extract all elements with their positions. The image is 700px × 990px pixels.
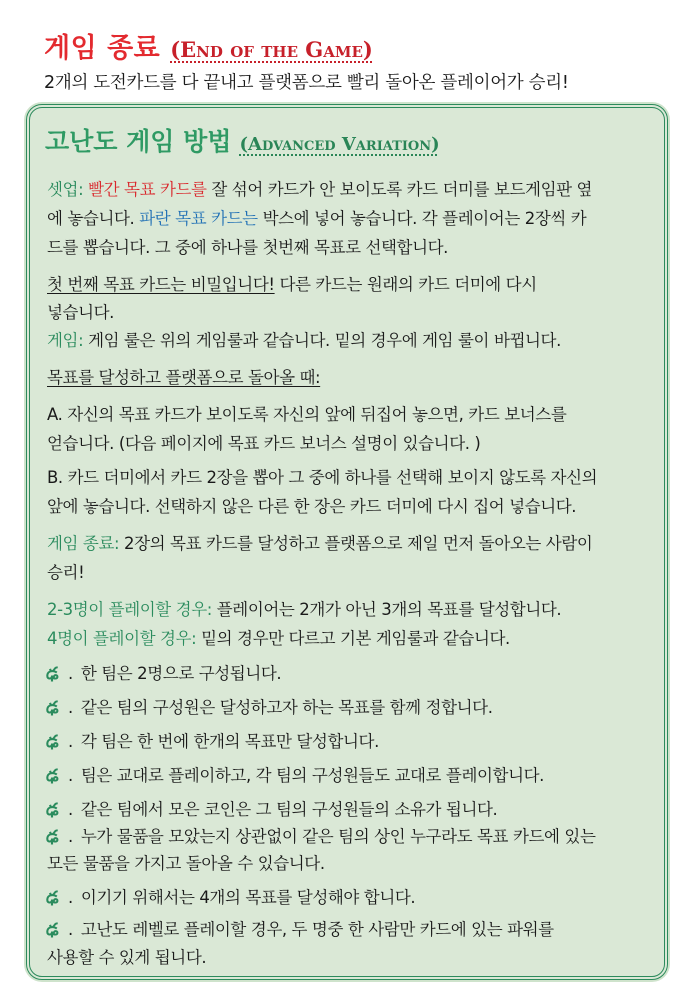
end-rule-label: 게임 종료: bbox=[47, 534, 120, 553]
list-item-text: 한 팀은 2명으로 구성됩니다. bbox=[80, 664, 282, 683]
end-title-ko: 게임 종료 bbox=[44, 33, 161, 64]
end-rule-text-a: 2장의 목표 카드를 달성하고 플랫폼으로 제일 먼저 돌아오는 사람이 bbox=[119, 534, 593, 553]
snake-icon: ఢ bbox=[46, 698, 59, 718]
secret-line-1 bbox=[47, 271, 537, 295]
snake-icon: ఢ bbox=[46, 888, 59, 908]
advanced-title-en: (Advanced Variation) bbox=[239, 134, 440, 155]
setup-label: 셋업: bbox=[47, 180, 84, 199]
secret-card-note: 첫 번째 목표 카드는 비밀입니다! bbox=[47, 275, 275, 294]
list-item-text: 누가 물품을 모았는지 상관없이 같은 팀의 상인 누구라도 목표 카드에 있는 bbox=[80, 827, 596, 846]
snake-icon: ఢ bbox=[46, 732, 59, 752]
list-item-continuation: 모든 물품을 가지고 돌아올 수 있습니다. bbox=[47, 854, 325, 873]
setup-line-1 bbox=[47, 176, 592, 200]
game-label: 게임: bbox=[47, 331, 84, 350]
list-item: ఢ . 이기기 위해서는 4개의 목표를 달성해야 합니다. bbox=[46, 884, 666, 912]
end-rule-text-b: 승리! bbox=[47, 563, 85, 582]
list-item: ఢ . 누가 물품을 모았는지 상관없이 같은 팀의 상인 누구라도 목표 카드에 있는 bbox=[46, 823, 666, 851]
end-title-en: (End of the Game) bbox=[170, 37, 373, 62]
list-item: ఢ . 팀은 교대로 플레이하고, 각 팀의 구성원들도 교대로 플레이합니다. bbox=[46, 762, 666, 790]
list-item-text: 같은 팀의 구성원은 달성하고자 하는 목표를 함께 정합니다. bbox=[80, 698, 493, 717]
list-item-text: 각 팀은 한 번에 한개의 목표만 달성합니다. bbox=[80, 732, 379, 751]
players-4-label: 4명이 플레이할 경우: bbox=[47, 629, 197, 648]
end-rule-line-1 bbox=[47, 530, 592, 554]
setup-text-1a: 잘 섞어 카드가 안 보이도록 카드 더미를 보드게임판 옆 bbox=[206, 180, 593, 199]
secret-text-a: 다른 카드는 원래의 카드 더미에 다시 bbox=[274, 275, 537, 294]
list-item-text: 팀은 교대로 플레이하고, 각 팀의 구성원들도 교대로 플레이합니다. bbox=[80, 766, 545, 785]
game-line bbox=[47, 327, 561, 351]
blue-goal-cards: 파란 목표 카드는 bbox=[139, 209, 258, 228]
snake-icon: ఢ bbox=[46, 766, 59, 786]
snake-icon: ఢ bbox=[46, 664, 59, 684]
setup-line-2 bbox=[47, 205, 586, 229]
option-b-line-2: 앞에 놓습니다. 선택하지 않은 다른 한 장은 카드 더미에 다시 집어 넣습니다. bbox=[47, 497, 577, 516]
list-item-text: 고난도 레벨로 플레이할 경우, 두 명중 한 사람만 카드에 있는 파워를 bbox=[80, 920, 554, 939]
list-item-text: 이기기 위해서는 4개의 목표를 달성해야 합니다. bbox=[80, 888, 416, 907]
setup-text-1c: 드를 뽑습니다. 그 중에 하나를 첫번째 목표로 선택합니다. bbox=[47, 238, 449, 257]
list-item: ఢ . 각 팀은 한 번에 한개의 목표만 달성합니다. bbox=[46, 728, 666, 756]
option-a-line-1: A. 자신의 목표 카드가 보이도록 자신의 앞에 뒤집어 놓으면, 카드 보너스를 bbox=[47, 405, 567, 424]
end-of-game-heading bbox=[44, 26, 373, 65]
players-2-3-line bbox=[47, 596, 561, 620]
snake-icon: ఢ bbox=[46, 827, 59, 847]
list-item: ఢ . 고난도 레벨로 플레이할 경우, 두 명중 한 사람만 카드에 있는 파워를 bbox=[46, 916, 666, 944]
end-of-game-text: 2개의 도전카드를 다 끝내고 플랫폼으로 빨리 돌아온 플레이어가 승리! bbox=[44, 73, 569, 93]
players-2-3-label: 2-3명이 플레이할 경우: bbox=[47, 600, 212, 619]
list-item: ఢ . 같은 팀의 구성원은 달성하고자 하는 목표를 함께 정합니다. bbox=[46, 694, 666, 722]
game-text: 게임 룰은 위의 게임룰과 같습니다. 밑의 경우에 게임 룰이 바뀝니다. bbox=[83, 331, 561, 350]
advanced-title-ko: 고난도 게임 방법 bbox=[45, 127, 232, 156]
list-item-text: 같은 팀에서 모은 코인은 그 팀의 구성원들의 소유가 됩니다. bbox=[80, 800, 498, 819]
red-goal-cards: 빨간 목표 카드를 bbox=[88, 180, 207, 199]
list-item: ఢ . 같은 팀에서 모은 코인은 그 팀의 구성원들의 소유가 됩니다. bbox=[46, 796, 666, 824]
players-2-3-text: 플레이어는 2개가 아닌 3개의 목표를 달성합니다. bbox=[211, 600, 562, 619]
snake-icon: ఢ bbox=[46, 920, 59, 940]
option-a-line-2: 얻습니다. (다음 페이지에 목표 카드 보너스 설명이 있습니다. ) bbox=[47, 434, 481, 453]
setup-text-1b-post: 박스에 넣어 놓습니다. 각 플레이어는 2장씩 카 bbox=[257, 209, 587, 228]
players-4-text: 밑의 경우만 다르고 기본 게임룰과 같습니다. bbox=[196, 629, 510, 648]
list-item: ఢ . 한 팀은 2명으로 구성됩니다. bbox=[46, 660, 666, 688]
list-item-continuation: 사용할 수 있게 됩니다. bbox=[47, 948, 207, 967]
advanced-heading bbox=[45, 122, 440, 158]
setup-text-1b-pre: 에 놓습니다. bbox=[47, 209, 135, 228]
players-4-line bbox=[47, 625, 510, 649]
option-b-line-1: B. 카드 더미에서 카드 2장을 뽑아 그 중에 하나를 선택해 보이지 않도록 자신의 bbox=[47, 468, 598, 487]
secret-text-b: 넣습니다. bbox=[47, 303, 115, 322]
return-heading: 목표를 달성하고 플랫폼으로 돌아올 때: bbox=[47, 368, 321, 387]
snake-icon: ఢ bbox=[46, 800, 59, 820]
